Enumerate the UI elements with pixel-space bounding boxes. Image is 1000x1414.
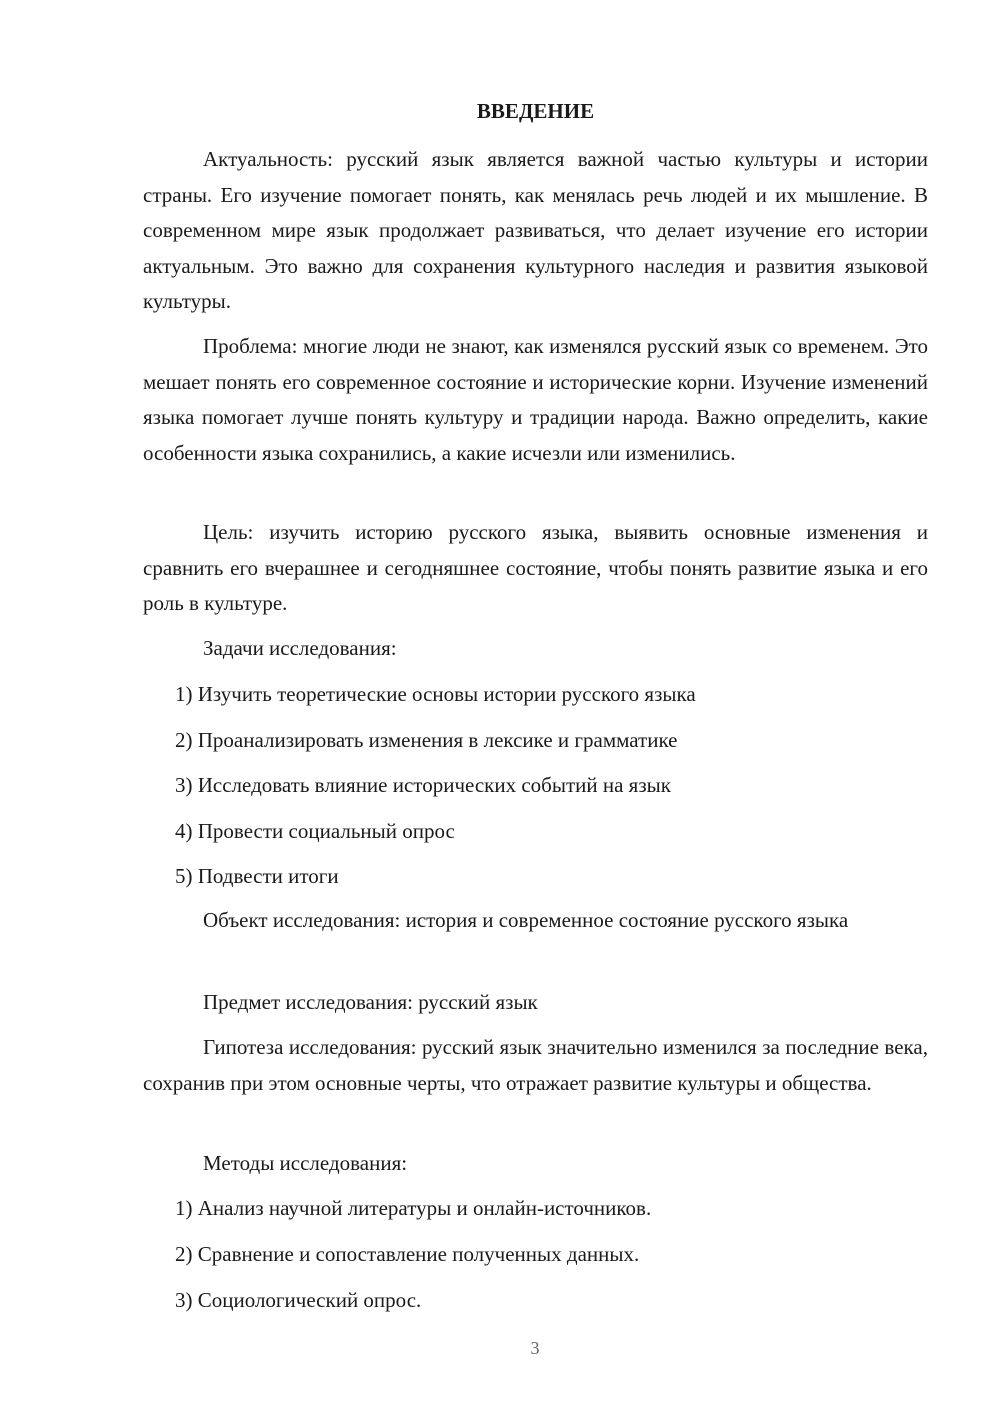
- list-item: 3) Исследовать влияние исторических событий на язык: [175, 773, 671, 797]
- list-item: 3) Социологический опрос.: [175, 1288, 422, 1312]
- hypothesis-paragraph: Гипотеза исследования: русский язык значительно изменился за последние века, сохранив при этом основные черты, что отражает развитие культуры и общества.: [143, 1035, 928, 1095]
- object-paragraph: Объект исследования: история и современное состояние русского языка: [203, 908, 849, 932]
- list-item: 2) Сравнение и сопоставление полученных данных.: [175, 1242, 640, 1266]
- page-number: 3: [530, 1338, 540, 1358]
- list-item: 5) Подвести итоги: [175, 864, 339, 888]
- methods-heading: Методы исследования:: [203, 1151, 408, 1175]
- list-item: 4) Провести социальный опрос: [175, 819, 455, 843]
- list-item: 1) Анализ научной литературы и онлайн-источников.: [175, 1196, 652, 1220]
- relevance-paragraph: Актуальность: русский язык является важной частью культуры и истории страны. Его изучение помогает понять, как менялась речь людей и их мышление. В современном мире язык продолжает развиваться, что делает изучение его истории актуальным. Это важно для сохранения культурного наследия и развития языковой культуры.: [143, 147, 928, 313]
- problem-paragraph: Проблема: многие люди не знают, как изменялся русский язык со временем. Это мешает понять его современное состояние и исторические корни. Изучение изменений языка помогает лучше понять культуру и традиции народа. Важно определить, какие особенности языка сохранились, а какие исчезли или изменились.: [143, 334, 928, 465]
- list-item: 1) Изучить теоретические основы истории русского языка: [175, 682, 696, 706]
- list-item: 2) Проанализировать изменения в лексике и грамматике: [175, 728, 678, 752]
- tasks-heading: Задачи исследования:: [203, 636, 397, 660]
- page-title: ВВЕДЕНИЕ: [476, 99, 595, 123]
- goal-paragraph: Цель: изучить историю русского языка, выявить основные изменения и сравнить его вчерашнее и сегодняшнее состояние, чтобы понять развитие языка и его роль в культуре.: [143, 520, 928, 615]
- subject-line: Предмет исследования: русский язык: [203, 990, 538, 1014]
